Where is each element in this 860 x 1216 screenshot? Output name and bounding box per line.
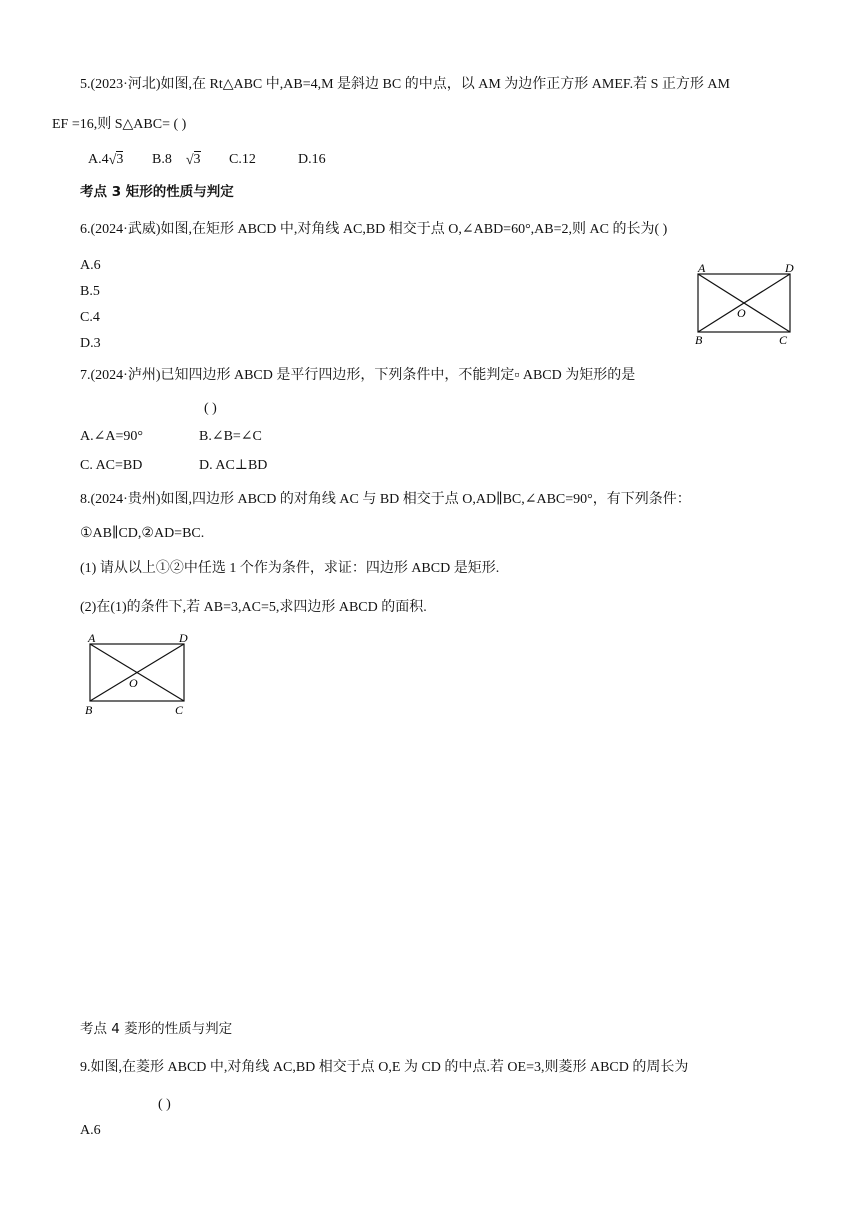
q7-option-c: C. AC=BD — [80, 458, 143, 473]
q5-option-a-prefix: A.4 — [88, 152, 109, 167]
q7-stem: 7.(2024·泸州)已知四边形 ABCD 是平行四边形，下列条件中，不能判定▫ ABCD 为矩形的是 — [80, 368, 636, 383]
q8-conditions: ①AB∥CD,②AD=BC. — [80, 526, 205, 541]
q5-option-b — [152, 151, 201, 169]
section-4-title: 考点 4 菱形的性质与判定 — [80, 1021, 233, 1037]
sqrt-icon: √ — [108, 153, 117, 168]
q6-option-c: C.4 — [80, 310, 100, 325]
q7-option-a: A.∠A=90° — [80, 429, 143, 444]
q8-label-a: A — [88, 631, 96, 645]
q6-option-b: B.5 — [80, 284, 100, 299]
q5-option-b-radicand: 3 — [193, 152, 201, 167]
q6-stem: 6.(2024·武威)如图,在矩形 ABCD 中,对角线 AC,BD 相交于点 O,∠ABD=60°,AB=2,则 AC 的长为( ) — [80, 222, 668, 237]
q7-option-d: D. AC⊥BD — [199, 458, 268, 473]
q7-option-b: B.∠B=∠C — [199, 429, 262, 444]
q8-label-b: B — [85, 703, 93, 717]
q5-stem-line2: EF =16,则 S△ABC= ( ) — [52, 117, 187, 132]
q5-option-a-radicand: 3 — [116, 152, 124, 167]
q7-answer-paren: ( ) — [204, 401, 217, 416]
q9-answer-paren: ( ) — [158, 1097, 171, 1112]
q6-label-c: C — [779, 333, 788, 347]
q5-option-c: C.12 — [229, 152, 256, 167]
q5-option-d: D.16 — [298, 152, 326, 167]
q8-label-d: D — [179, 631, 188, 645]
q8-label-c: C — [175, 703, 184, 717]
q8-rectangle-figure — [82, 630, 198, 720]
q5-option-b-prefix: B.8 — [152, 152, 172, 167]
sqrt-icon: √ — [185, 153, 194, 168]
q6-option-d: D.3 — [80, 336, 101, 351]
q5-stem-line1: 5.(2023·河北)如图,在 Rt△ABC 中,AB=4,M 是斜边 BC 的中点，以 AM 为边作正方形 AMEF.若 S 正方形 AM — [80, 77, 730, 92]
q6-option-a: A.6 — [80, 258, 101, 273]
q6-label-a: A — [698, 262, 706, 275]
q6-label-b: B — [695, 333, 703, 347]
q6-label-d: D — [785, 262, 794, 275]
q9-option-a: A.6 — [80, 1123, 101, 1138]
q8-part-1: (1) 请从以上①②中任选 1 个作为条件，求证：四边形 ABCD 是矩形. — [80, 561, 500, 576]
section-3-title: 考点 3 矩形的性质与判定 — [80, 184, 234, 200]
q9-stem: 9.如图,在菱形 ABCD 中,对角线 AC,BD 相交于点 O,E 为 CD 的中点.若 OE=3,则菱形 ABCD 的周长为 — [80, 1060, 689, 1075]
q8-part-2: (2)在(1)的条件下,若 AB=3,AC=5,求四边形 ABCD 的面积. — [80, 600, 427, 615]
q6-label-o: O — [737, 306, 746, 320]
q6-rectangle-figure — [690, 262, 802, 348]
q5-option-a — [88, 151, 123, 169]
q8-stem: 8.(2024·贵州)如图,四边形 ABCD 的对角线 AC 与 BD 相交于点 O,AD∥BC,∠ABC=90°，有下列条件： — [80, 492, 691, 507]
q8-label-o: O — [129, 676, 138, 690]
